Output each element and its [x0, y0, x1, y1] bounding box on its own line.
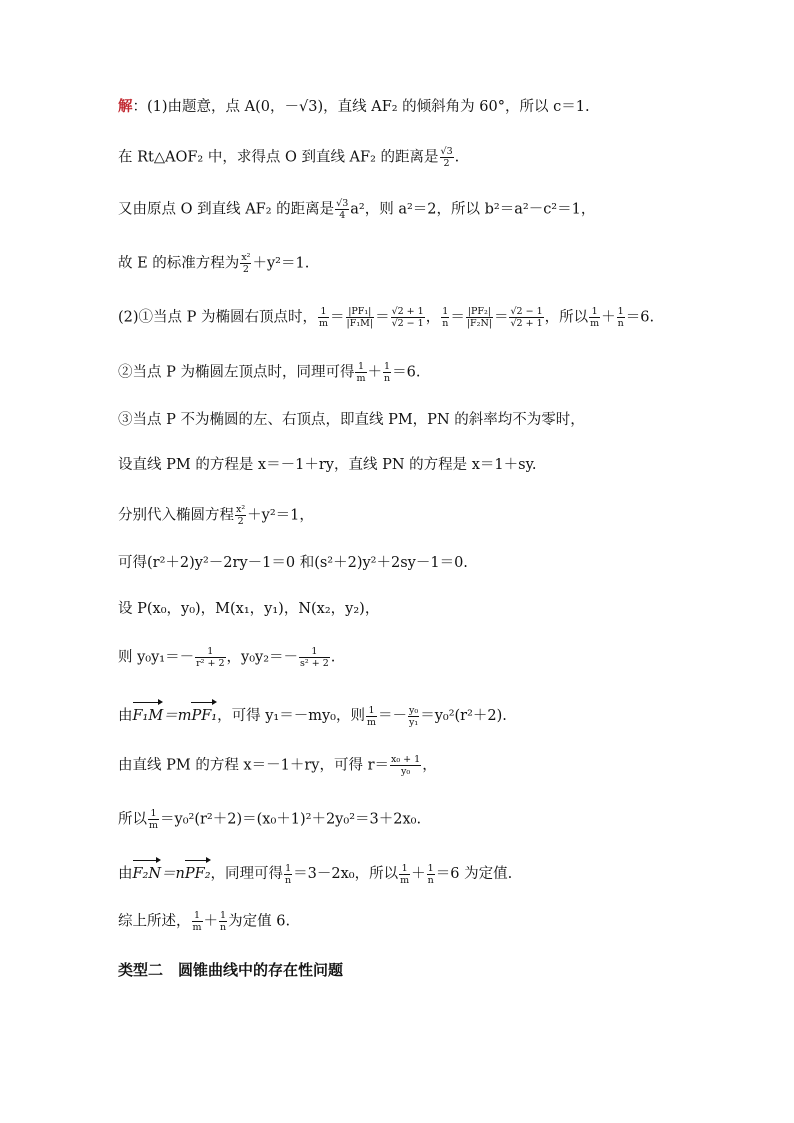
solution-label: 解: [118, 98, 133, 115]
solution-line-17: 综上所述， $\frac{1}{m}$ ＋ $\frac{1}{n}$ 为定值 6.: [118, 910, 291, 933]
fraction: $\frac{\text{x²}}{2}$: [241, 252, 251, 275]
solution-line-16: 由F₂N＝nPF₂，同理可得 $\frac{1}{n}$ ＝3－2x₀，所以 $\frac{1}{m}$ ＋ $\frac{1}{n}$ ＝6 为定值.: [118, 858, 718, 886]
solution-line-3: 又由原点 O 到直线 AF₂ 的距离是 $\frac{√3}{4}$ a²，则 a²＝2，所以 b²＝a²－c²＝1，: [118, 198, 596, 221]
solution-line-5: (2)①当点 P 为椭圆右顶点时， $\frac{1}{m}$ ＝ $\frac{\text{|PF₁|}}{\text{|F₁M|}}$ ＝ $\frac{√2 + 1}{√2 - 1}$ ， $\frac{1}{n}$ ＝ $\frac{\text{|PF₂|}}{\text{|F₂N|}}$ ＝ $\frac{√2 - 1}{√2 + 1}$ ，所以 $\frac{1}{m}$ ＋ $\frac{1}{n}$ ＝6.: [118, 306, 655, 329]
fraction: $\frac{√3}{4}$: [336, 198, 349, 221]
solution-line-7: ③当点 P 不为椭圆的左、右顶点，即直线 PM，PN 的斜率均不为零时，: [118, 412, 585, 428]
solution-line-9: 分别代入椭圆方程 $\frac{\text{x²}}{2}$ ＋y²＝1，: [118, 504, 314, 527]
solution-line-6: ②当点 P 为椭圆左顶点时，同理可得 $\frac{1}{m}$ ＋ $\frac{1}{n}$ ＝6.: [118, 361, 421, 384]
fraction: $\frac{√3}{2}$: [440, 146, 453, 169]
solution-line-10: 可得(r²＋2)y²－2ry－1＝0 和(s²＋2)y²＋2sy－1＝0.: [118, 555, 468, 571]
solution-line-12: 则 y₀y₁＝－ $\frac{1}{\text{r² + 2}}$ ，y₀y₂＝－ $\frac{1}{\text{s² + 2}}$ .: [118, 646, 336, 669]
solution-line-11: 设 P(x₀，y₀)，M(x₁，y₁)，N(x₂，y₂)，: [118, 601, 380, 617]
vector: F₂N: [133, 858, 162, 884]
vector: PF₂: [185, 858, 211, 884]
solution-line-13: 由F₁M＝mPF₁，可得 y₁＝－my₀，则 $\frac{1}{m}$ ＝－ $\frac{\text{y₀}}{\text{y₁}}$ ＝y₀²(r²＋2).: [118, 700, 718, 728]
vector: F₁M: [133, 700, 164, 726]
solution-line-4: 故 E 的标准方程为 $\frac{\text{x²}}{2}$ ＋y²＝1.: [118, 252, 310, 275]
solution-line-2: 在 Rt△AOF₂ 中，求得点 O 到直线 AF₂ 的距离是 $\frac{√3}{2}$ .: [118, 146, 460, 169]
solution-line-1: 解：(1)由题意，点 A(0，－√3)，直线 AF₂ 的倾斜角为 60°，所以 c＝1.: [118, 98, 590, 115]
solution-line-14: 由直线 PM 的方程 x＝－1＋ry，可得 r＝ $\frac{\text{x₀ + 1}}{\text{y₀}}$ ，: [118, 754, 437, 777]
solution-line-15: 所以 $\frac{1}{m}$ ＝y₀²(r²＋2)＝(x₀＋1)²＋2y₀²＝3＋2x₀.: [118, 808, 422, 831]
solution-line-8: 设直线 PM 的方程是 x＝－1＋ry，直线 PN 的方程是 x＝1＋sy.: [118, 457, 537, 473]
section-heading: 类型二 圆锥曲线中的存在性问题: [118, 961, 344, 979]
vector: PF₁: [191, 700, 217, 726]
